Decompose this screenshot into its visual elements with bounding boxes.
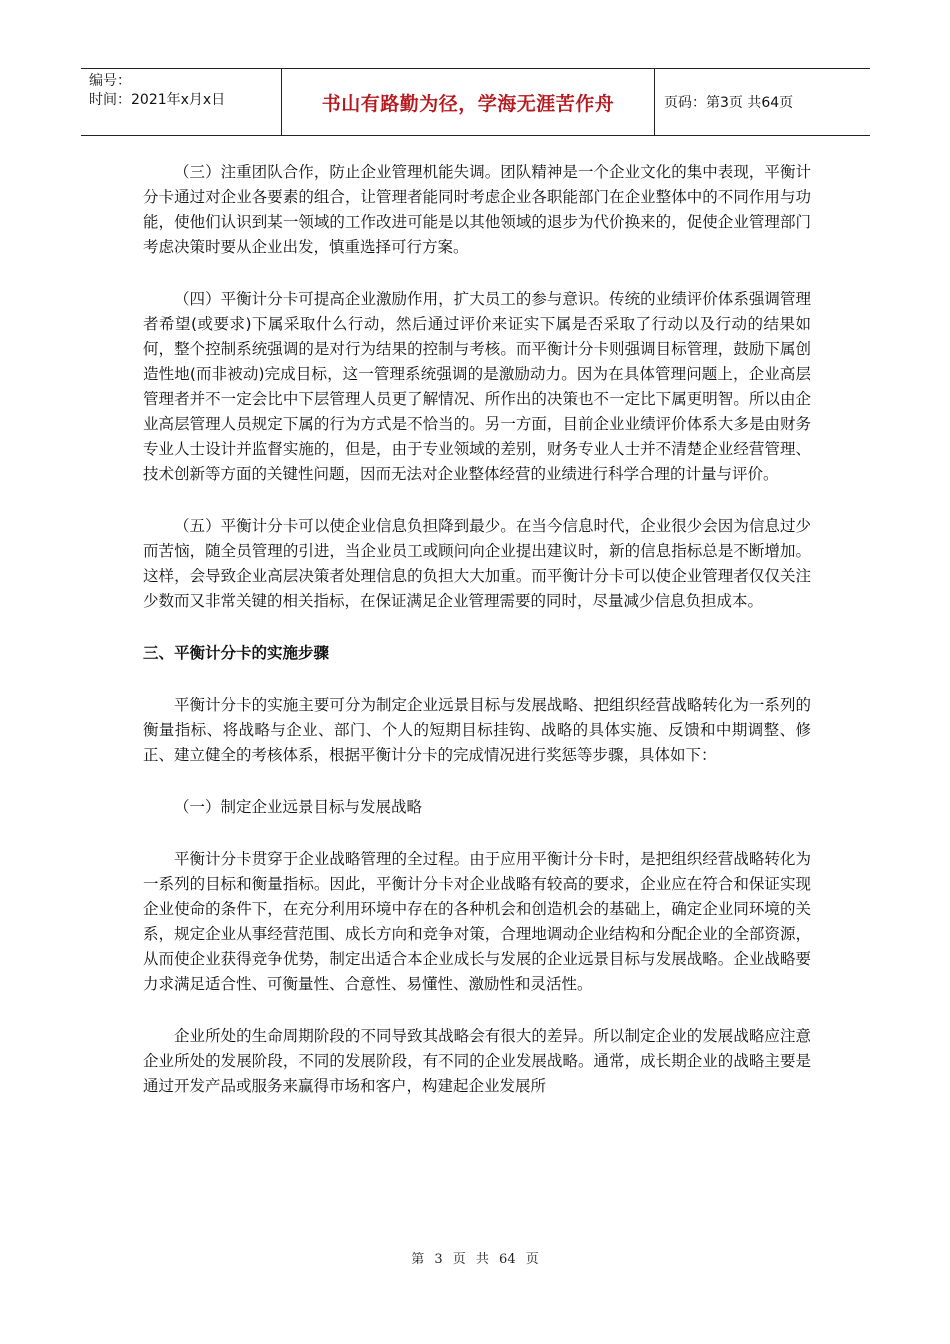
header-page-cell	[655, 69, 870, 135]
paragraph-5: （五）平衡计分卡可以使企业信息负担降到最少。在当今信息时代，企业很少会因为信息过少而苦恼，随全员管理的引进，当企业员工或顾问向企业提出建议时，新的信息指标总是不断增加。这样，会导致企业高层决策者处理信息的负担大大加重。而平衡计分卡可以使企业管理者仅仅关注少数而又非常关键的相关指标，在保证满足企业管理需要的同时，尽量减少信息负担成本。	[143, 517, 811, 610]
paragraph-strategy: 平衡计分卡贯穿于企业战略管理的全过程。由于应用平衡计分卡时，是把组织经营战略转化为一系列的目标和衡量指标。因此，平衡计分卡对企业战略有较高的要求，企业应在符合和保证实现企业使命的条件下，在充分利用环境中存在的各种机会和创造机会的基础上，确定企业同环境的关系，规定企业从事经营范围、成长方向和竞争对策，合理地调动企业结构和分配企业的全部资源，从而使企业获得竞争优势，制定出适合本企业成长与发展的企业远景目标与发展战略。企业战略要力求满足适合性、可衡量性、合意性、易懂性、激励性和灵活性。	[143, 850, 811, 993]
header-motto: 书山有路勤为径，学海无涯苦作舟	[321, 92, 615, 115]
subheading: （一）制定企业远景目标与发展战略	[174, 798, 423, 816]
section-intro: 平衡计分卡的实施主要可分为制定企业远景目标与发展战略、把组织经营战略转化为一系列的衡量指标、将战略与企业、部门、个人的短期目标挂钩、战略的具体实施、反馈和中期调整、修正、建立健全的考核体系，根据平衡计分卡的完成情况进行奖惩等步骤，具体如下：	[143, 696, 811, 764]
document-number-label: 编号：	[89, 73, 131, 89]
section-heading: 三、平衡计分卡的实施步骤	[143, 644, 330, 662]
page-footer: 第 3 页 共 64 页	[411, 1252, 539, 1267]
header-page-info: 页码：第3页 共64页	[664, 95, 794, 111]
paragraph-4: （四）平衡计分卡可提高企业激励作用，扩大员工的参与意识。传统的业绩评价体系强调管理者希望(或要求)下属采取什么行动，然后通过评价来证实下属是否采取了行动以及行动的结果如何，整个控制系统强调的是对行为结果的控制与考核。而平衡计分卡则强调目标管理，鼓励下属创造性地(而非被动)完成目标，这一管理系统强调的是激励动力。因为在具体管理问题上，企业高层管理者并不一定会比中下层管理人员更了解情况、所作出的决策也不一定比下属更明智。所以由企业高层管理人员规定下属的行为方式是不恰当的。另一方面，目前企业业绩评价体系大多是由财务专业人士设计并监督实施的，但是，由于专业领域的差别，财务专业人士并不清楚企业经营管理、技术创新等方面的关键性问题，因而无法对企业整体经营的业绩进行科学合理的计量与评价。	[143, 290, 811, 483]
document-body	[143, 160, 811, 1126]
header-motto-cell	[282, 69, 655, 135]
document-time-label: 时间：2021年x月x日	[89, 92, 226, 108]
header-meta-cell	[81, 69, 282, 135]
paragraph-lifecycle: 企业所处的生命周期阶段的不同导致其战略会有很大的差异。所以制定企业的发展战略应注意企业所处的发展阶段，不同的发展阶段，有不同的企业发展战略。通常，成长期企业的战略主要是通过开发产品或服务来赢得市场和客户，构建起企业发展所	[143, 1027, 811, 1095]
paragraph-3: （三）注重团队合作，防止企业管理机能失调。团队精神是一个企业文化的集中表现，平衡计分卡通过对企业各要素的组合，让管理者能同时考虑企业各职能部门在企业整体中的不同作用与功能，使他们认识到某一领域的工作改进可能是以其他领域的退步为代价换来的，促使企业管理部门考虑决策时要从企业出发，慎重选择可行方案。	[143, 163, 811, 256]
header-table	[81, 68, 870, 136]
